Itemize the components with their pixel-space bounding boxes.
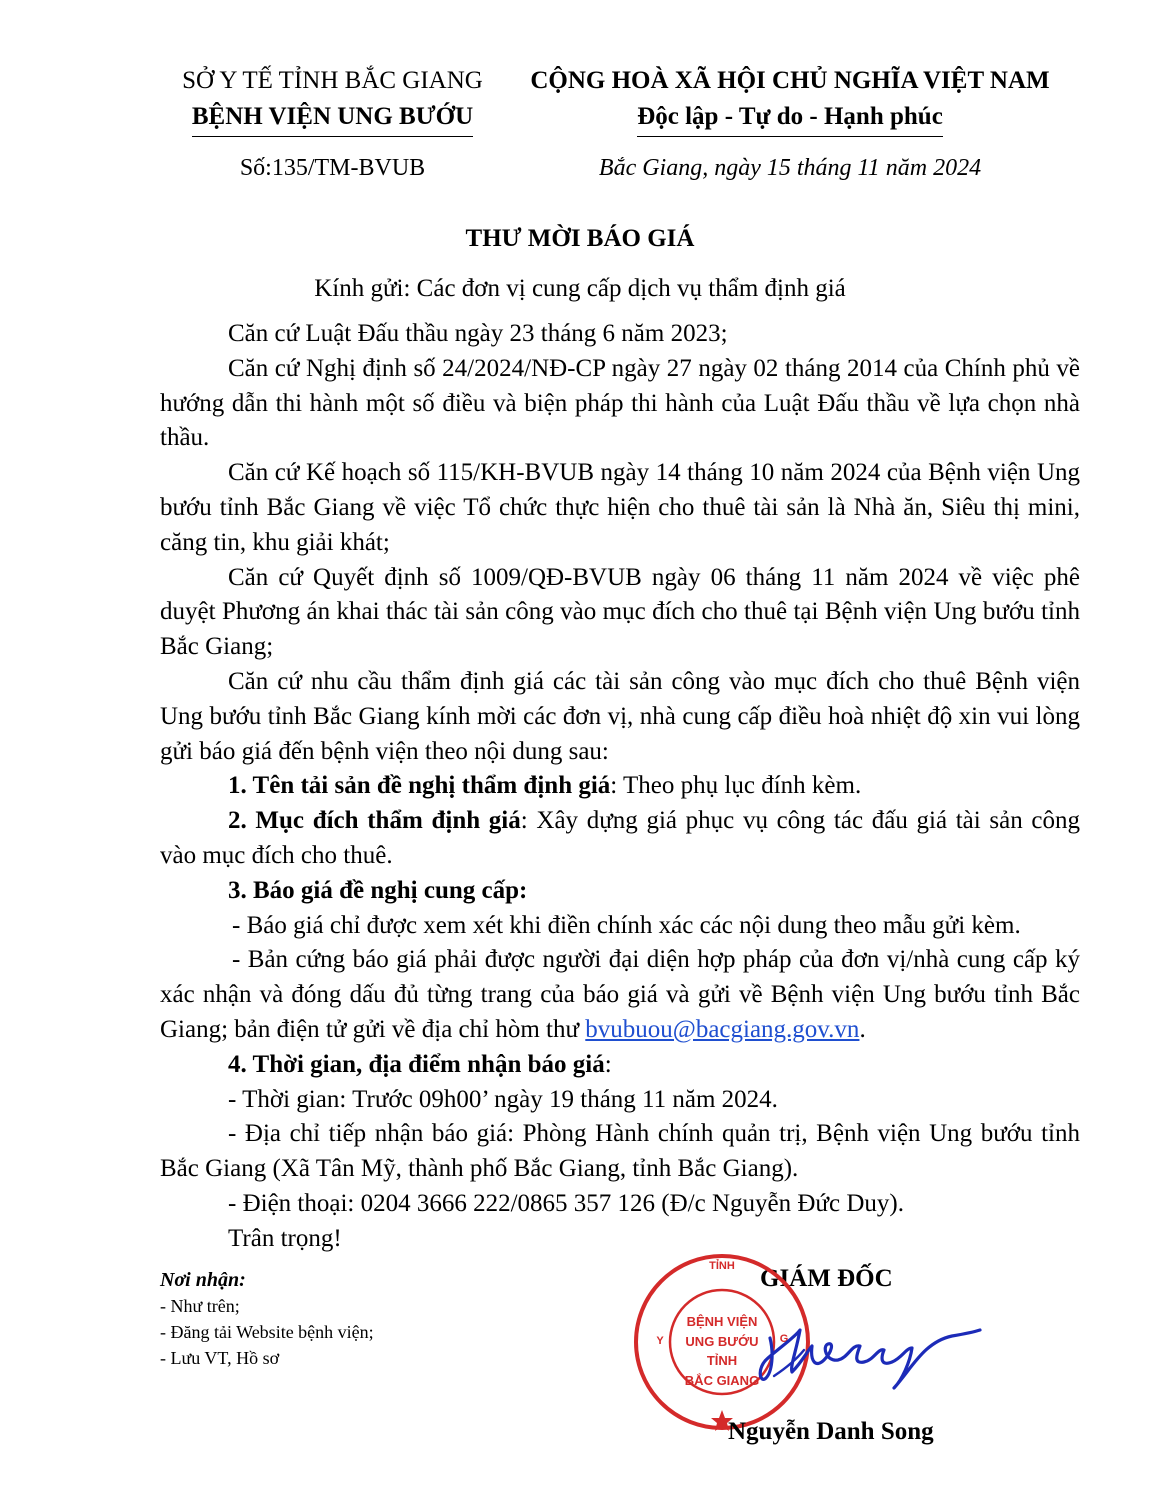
item-1-text: : Theo phụ lục đính kèm. xyxy=(610,772,862,800)
addressee: Kính gửi: Các đơn vị cung cấp dịch vụ thẩm định giá xyxy=(314,275,846,302)
header-left xyxy=(140,63,525,186)
item-1 xyxy=(160,769,1080,804)
national-motto: Độc lập - Tự do - Hạnh phúc xyxy=(637,99,943,137)
recipient-item: - Như trên; xyxy=(160,1296,240,1316)
item-4 xyxy=(160,1048,1080,1083)
item-2-label: 2. Mục đích thẩm định giá xyxy=(228,807,521,835)
closing-line: Trân trọng! xyxy=(228,1224,342,1252)
stamp-line-2: UNG BƯỚU xyxy=(685,1334,759,1349)
item-2 xyxy=(160,804,1080,874)
country-name: CỘNG HOÀ XÃ HỘI CHỦ NGHĨA VIỆT NAM xyxy=(530,67,1050,94)
signer-name: Nguyễn Danh Song xyxy=(728,1418,934,1445)
item-1-label: 1. Tên tải sản đề nghị thẩm định giá xyxy=(228,772,611,800)
stamp-line-4: BẮC GIANG xyxy=(684,1373,760,1388)
signer-title: GIÁM ĐỐC xyxy=(760,1265,893,1292)
handwritten-signature xyxy=(752,1306,982,1396)
org-parent: SỞ Y TẾ TỈNH BẮC GIANG xyxy=(182,67,483,94)
stamp-line-3: TỈNH xyxy=(706,1353,738,1368)
document-title: THƯ MỜI BÁO GIÁ xyxy=(465,225,695,252)
svg-text:Y: Y xyxy=(656,1335,664,1347)
item-4-colon: : xyxy=(604,1050,612,1078)
recipients-block xyxy=(160,1267,490,1371)
svg-text:G: G xyxy=(779,1333,789,1345)
item-3-label: 3. Báo giá đề nghị cung cấp: xyxy=(228,876,528,904)
recipients-title: Nơi nhận: xyxy=(160,1269,246,1291)
stamp-line-1: BỆNH VIỆN xyxy=(686,1314,758,1329)
item-4-bullet-3: - Điện thoại: 0204 3666 222/0865 357 126 (Đ/c Nguyễn Đức Duy). xyxy=(228,1189,904,1217)
paragraph-legal-basis-4: Căn cứ Quyết định số 1009/QĐ-BVUB ngày 06 tháng 11 năm 2024 về việc phê duyệt Phương án khai thác tài sản công vào mục đích cho thuê tại Bệnh viện Ung bướu tỉnh Bắc Giang; xyxy=(160,563,1080,661)
item-4-bullet-1: - Thời gian: Trước 09h00’ ngày 19 tháng 11 năm 2024. xyxy=(228,1085,778,1113)
org-name: BỆNH VIỆN UNG BƯỚU xyxy=(192,99,473,137)
paragraph-legal-basis-1: Căn cứ Luật Đấu thầu ngày 23 tháng 6 năm 2023; xyxy=(228,320,728,347)
recipient-item: - Lưu VT, Hồ sơ xyxy=(160,1348,280,1368)
paragraph-request: Căn cứ nhu cầu thẩm định giá các tài sản công vào mục đích cho thuê Bệnh viện Ung bướu tỉnh Bắc Giang kính mời các đơn vị, nhà cung cấp điều hoà nhiệt độ xin vui lòng gửi báo giá đến bệnh viện theo nội dung sau: xyxy=(160,667,1080,765)
item-3-bullet-2-text: - Bản cứng báo giá phải được người đại diện hợp pháp của đơn vị/nhà cung cấp ký xác nhận và đóng dấu đủ từng trang của báo giá và gửi về Bệnh viện Ung bướu tỉnh Bắc Giang; bản điện tử gửi về địa chỉ hòm thư xyxy=(160,946,1080,1043)
item-3-bullet-1: - Báo giá chỉ được xem xét khi điền chính xác các nội dung theo mẫu gửi kèm. xyxy=(232,911,1021,939)
svg-text:TỈNH: TỈNH xyxy=(709,1260,735,1272)
item-3-bullet-2-end: . xyxy=(859,1015,866,1043)
item-4-label: 4. Thời gian, địa điểm nhận báo giá xyxy=(228,1050,605,1078)
date-line: Bắc Giang, ngày 15 tháng 11 năm 2024 xyxy=(598,155,982,181)
header-right xyxy=(510,63,1070,186)
item-3 xyxy=(160,874,1080,909)
item-2-text: : Xây dựng giá phục vụ công tác đấu giá tài sản công vào mục đích cho thuê. xyxy=(160,807,1080,869)
email-link[interactable]: bvubuou@bacgiang.gov.vn xyxy=(585,1015,860,1043)
paragraph-legal-basis-2: Căn cứ Nghị định số 24/2024/NĐ-CP ngày 27 ngày 02 tháng 2014 của Chính phủ về hướng dẫn thi hành một số điều và biện pháp thi hành của Luật Đấu thầu về lựa chọn nhà thầu. xyxy=(160,354,1080,452)
item-3-bullet-2 xyxy=(160,943,1080,1047)
item-4-bullet-2: - Địa chỉ tiếp nhận báo giá: Phòng Hành chính quản trị, Bệnh viện Ung bướu tỉnh Bắc Giang (Xã Tân Mỹ, thành phố Bắc Giang, tỉnh Bắc Giang). xyxy=(160,1120,1080,1183)
paragraph-legal-basis-3: Căn cứ Kế hoạch số 115/KH-BVUB ngày 14 tháng 10 năm 2024 của Bệnh viện Ung bướu tỉnh Bắc Giang về việc Tổ chức thực hiện cho thuê tài sản là Nhà ăn, Siêu thị mini, căng tin, khu giải khát; xyxy=(160,459,1080,556)
reference-number: Số:135/TM-BVUB xyxy=(239,155,426,181)
recipient-item: - Đăng tải Website bệnh viện; xyxy=(160,1322,374,1342)
document-body xyxy=(160,317,1080,1257)
